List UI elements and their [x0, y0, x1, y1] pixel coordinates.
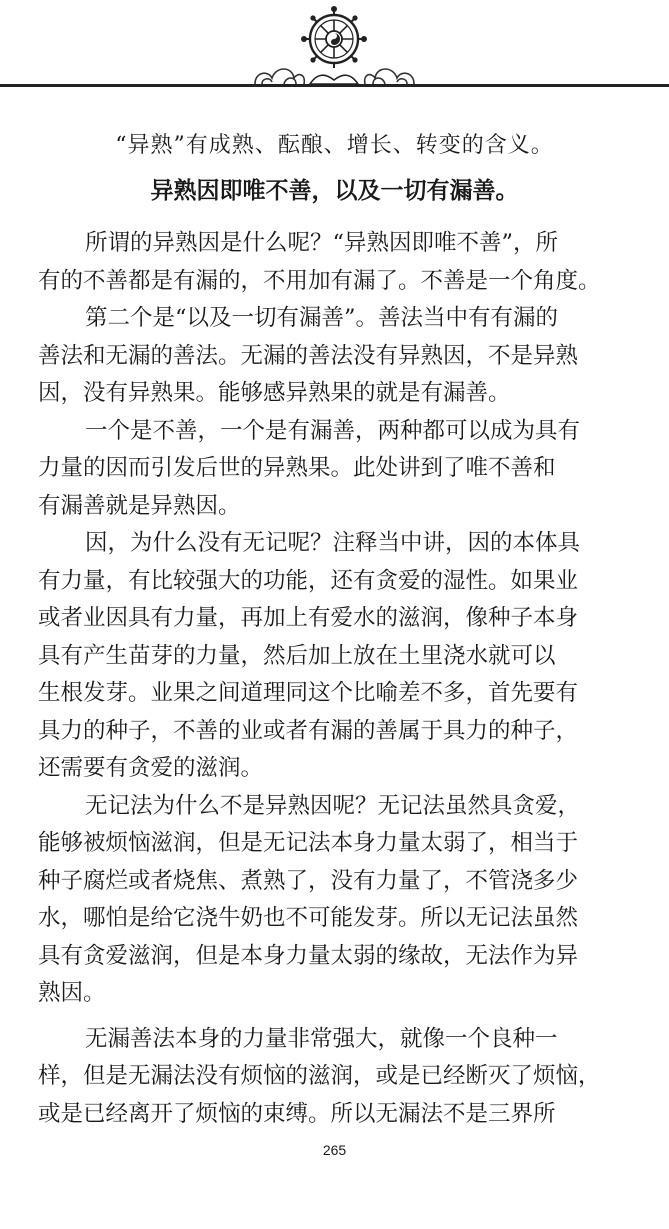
text-line: 因，为什么没有无记呢？注释当中讲，因的本体具 [85, 530, 581, 556]
text-line: 有的不善都是有漏的，不用加有漏了。不善是一个角度。 [38, 267, 601, 294]
text-line: 有漏善就是异熟因。 [38, 492, 241, 519]
paragraph [38, 300, 640, 413]
header-ornament-svg [0, 0, 669, 100]
paragraph-gap [38, 1013, 640, 1021]
left-cloud-icon [255, 69, 304, 84]
right-cloud-icon [365, 69, 414, 84]
body-text [38, 225, 640, 1133]
text-line: 能够被烦恼滋润，但是无记法本身力量太弱了，相当于 [38, 830, 579, 856]
text-line: 具有产生苗芽的力量，然后加上放在土里浇水就可以 [38, 642, 556, 669]
text-line: 样，但是无漏法没有烦恼的滋润，或是已经断灭了烦恼， [38, 1063, 601, 1089]
text-line: 力量的因而引发后世的异熟果。此处讲到了唯不善和 [38, 455, 556, 481]
text-line: 还需要有贪爱的滋润。 [38, 755, 264, 781]
text-line: 或者业因具有力量，再加上有爱水的滋润，像种子本身 [38, 605, 579, 631]
text-line: 具力的种子，不善的业或者有漏的善属于具力的种子， [38, 717, 579, 744]
paragraph [38, 1021, 640, 1134]
paragraph [38, 413, 640, 526]
text-line: 所谓的异熟因是什么呢？“异熟因即唯不善”，所 [85, 230, 559, 256]
text-line: 无记法为什么不是异熟因呢？无记法虽然具贪爱， [85, 792, 581, 819]
text-line: 无漏善法本身的力量非常强大，就像一个良种一 [85, 1025, 558, 1052]
text-line: 有力量，有比较强大的功能，还有贪爱的湿性。如果业 [38, 567, 579, 594]
text-line: 善法和无漏的善法。无漏的善法没有异熟因，不是异熟 [38, 342, 579, 369]
text-line: 熟因。 [38, 980, 106, 1006]
text-line: 一个是不善，一个是有漏善，两种都可以成为具有 [85, 417, 581, 444]
page-number: 265 [322, 1142, 347, 1158]
dharma-wheel-icon [301, 6, 367, 84]
quoted-definition: “异熟”有成熟、酝酿、增长、转变的含义。 [115, 133, 554, 158]
paragraph [38, 525, 640, 788]
text-line: 生根发芽。业果之间道理同这个比喻差不多，首先要有 [38, 680, 579, 706]
text-line: 具有贪爱滋润，但是本身力量太弱的缘故，无法作为异 [38, 942, 579, 969]
verse-heading: 异熟因即唯不善，以及一切有漏善。 [150, 178, 519, 204]
text-line: 第二个是“以及一切有漏善”。善法当中有有漏的 [85, 305, 559, 331]
paragraph [38, 225, 640, 300]
text-line: 或是已经离开了烦恼的束缚。所以无漏法不是三界所 [38, 1100, 556, 1127]
text-line: 水，哪怕是给它浇牛奶也不可能发芽。所以无记法虽然 [38, 905, 579, 931]
paragraph [38, 788, 640, 1013]
text-line: 种子腐烂或者烧焦、煮熟了，没有力量了，不管浇多少 [38, 867, 579, 894]
page-header-ornament [0, 0, 669, 100]
text-line: 因，没有异熟果。能够感异熟果的就是有漏善。 [38, 380, 511, 406]
